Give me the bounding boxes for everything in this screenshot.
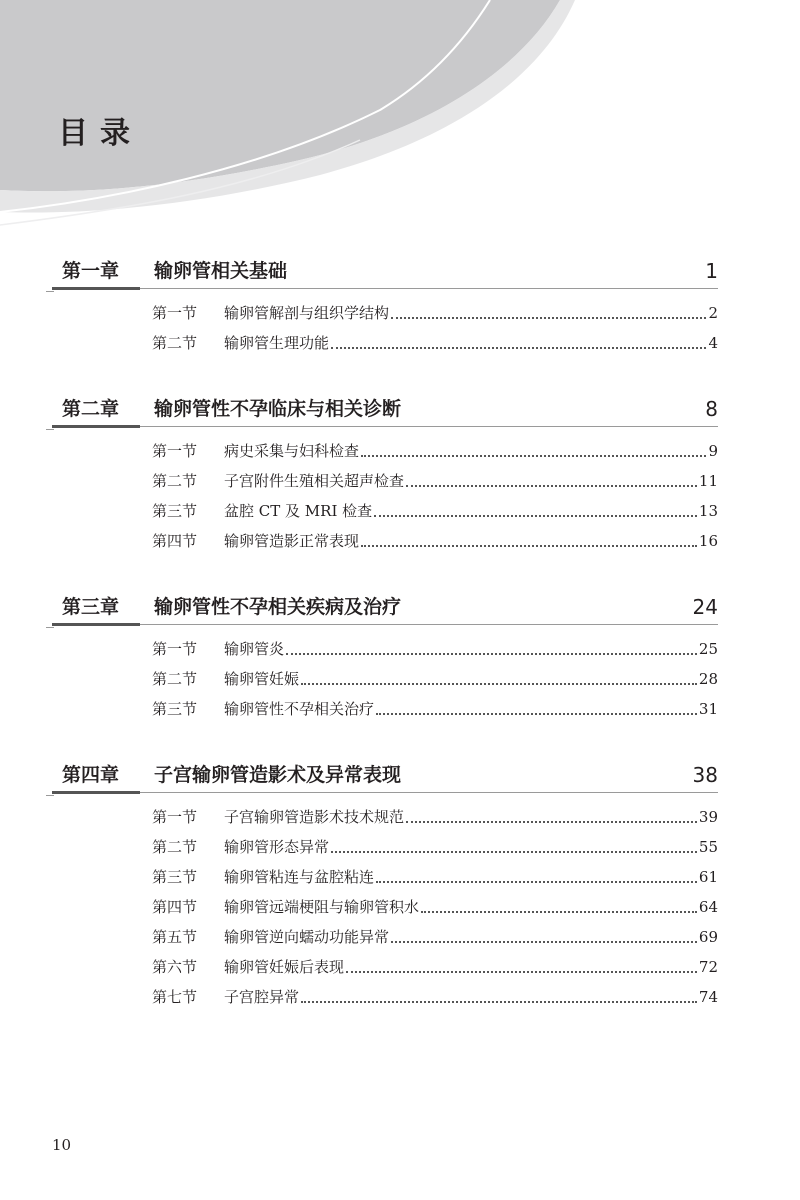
toc-entry[interactable] <box>152 496 718 526</box>
chapter-rule <box>52 623 140 626</box>
page-number: 10 <box>52 1136 72 1154</box>
section-page-number: 55 <box>698 838 718 856</box>
section-title: 输卵管粘连与盆腔粘连 <box>224 868 375 886</box>
section-number: 第三节 <box>152 502 198 520</box>
dot-leader <box>421 910 697 913</box>
chapter-rule <box>46 795 54 796</box>
section-page-number: 28 <box>698 670 718 688</box>
dot-leader <box>361 544 697 547</box>
section-number: 第二节 <box>152 838 198 856</box>
section-number: 第四节 <box>152 898 198 916</box>
section-page-number: 11 <box>698 472 718 490</box>
section-page-number: 13 <box>698 502 718 520</box>
section-title: 输卵管妊娠后表现 <box>224 958 345 976</box>
chapter-page-number: 24 <box>692 595 718 619</box>
chapter-rule <box>52 425 140 428</box>
section-list <box>0 802 800 1012</box>
chapter-number: 第四章 <box>62 764 120 786</box>
section-page-number: 9 <box>708 442 718 460</box>
section-page-number: 72 <box>698 958 718 976</box>
chapter-rule <box>46 429 54 430</box>
section-page-number: 61 <box>698 868 718 886</box>
section-title: 子宫腔异常 <box>224 988 300 1006</box>
section-number: 第一节 <box>152 442 198 460</box>
chapter-rule <box>52 624 718 625</box>
toc-entry[interactable] <box>152 832 718 862</box>
section-number: 第一节 <box>152 640 198 658</box>
dot-leader <box>374 514 697 517</box>
section-list <box>0 298 800 358</box>
chapter-title: 输卵管性不孕临床与相关诊断 <box>154 398 402 420</box>
section-title: 输卵管生理功能 <box>224 334 330 352</box>
chapter-page-number: 38 <box>692 763 718 787</box>
chapter-number: 第二章 <box>62 398 120 420</box>
chapter-rule <box>52 791 140 794</box>
section-title: 输卵管远端梗阻与输卵管积水 <box>224 898 420 916</box>
chapter-rule <box>52 288 718 289</box>
section-number: 第三节 <box>152 700 198 718</box>
section-page-number: 25 <box>698 640 718 658</box>
section-number: 第七节 <box>152 988 198 1006</box>
section-title: 输卵管形态异常 <box>224 838 330 856</box>
dot-leader <box>406 820 697 823</box>
toc-entry[interactable] <box>152 982 718 1012</box>
chapter-rule <box>52 426 718 427</box>
page-title: 目录 <box>58 116 142 151</box>
section-page-number: 16 <box>698 532 718 550</box>
toc-entry[interactable] <box>152 466 718 496</box>
dot-leader <box>391 316 706 319</box>
chapter-page-number: 8 <box>705 397 718 421</box>
section-number: 第六节 <box>152 958 198 976</box>
chapter <box>0 762 800 1012</box>
chapter-heading[interactable] <box>0 258 800 292</box>
chapter <box>0 396 800 556</box>
chapter-title: 输卵管性不孕相关疾病及治疗 <box>154 596 402 618</box>
dot-leader <box>391 940 697 943</box>
section-title: 输卵管性不孕相关治疗 <box>224 700 375 718</box>
section-page-number: 4 <box>708 334 718 352</box>
chapter-heading[interactable] <box>0 594 800 628</box>
toc-entry[interactable] <box>152 694 718 724</box>
toc-entry[interactable] <box>152 436 718 466</box>
section-list <box>0 436 800 556</box>
toc-entry[interactable] <box>152 952 718 982</box>
chapter <box>0 258 800 358</box>
dot-leader <box>406 484 697 487</box>
section-title: 病史采集与妇科检查 <box>224 442 360 460</box>
section-page-number: 69 <box>698 928 718 946</box>
dot-leader <box>346 970 697 973</box>
section-number: 第三节 <box>152 868 198 886</box>
chapter <box>0 594 800 724</box>
chapter-rule <box>52 792 718 793</box>
toc-entry[interactable] <box>152 862 718 892</box>
section-number: 第五节 <box>152 928 198 946</box>
section-page-number: 39 <box>698 808 718 826</box>
dot-leader <box>376 712 697 715</box>
section-number: 第二节 <box>152 670 198 688</box>
section-number: 第二节 <box>152 472 198 490</box>
section-title: 子宫输卵管造影术技术规范 <box>224 808 405 826</box>
dot-leader <box>286 652 697 655</box>
section-title: 盆腔 CT 及 MRI 检查 <box>224 502 373 520</box>
chapter-heading[interactable] <box>0 396 800 430</box>
section-number: 第一节 <box>152 808 198 826</box>
chapter-rule <box>52 287 140 290</box>
chapter-title: 输卵管相关基础 <box>154 260 288 282</box>
section-title: 输卵管炎 <box>224 640 285 658</box>
dot-leader <box>331 850 697 853</box>
section-title: 子宫附件生殖相关超声检查 <box>224 472 405 490</box>
section-page-number: 74 <box>698 988 718 1006</box>
chapter-heading[interactable] <box>0 762 800 796</box>
chapter-number: 第一章 <box>62 260 120 282</box>
section-number: 第一节 <box>152 304 198 322</box>
toc-entry[interactable] <box>152 922 718 952</box>
dot-leader <box>376 880 697 883</box>
toc-entry[interactable] <box>152 298 718 328</box>
dot-leader <box>331 346 706 349</box>
section-title: 输卵管妊娠 <box>224 670 300 688</box>
toc-entry[interactable] <box>152 634 718 664</box>
chapter-number: 第三章 <box>62 596 120 618</box>
toc-entry[interactable] <box>152 892 718 922</box>
chapter-title: 子宫输卵管造影术及异常表现 <box>154 764 402 786</box>
section-title: 输卵管造影正常表现 <box>224 532 360 550</box>
section-title: 输卵管解剖与组织学结构 <box>224 304 390 322</box>
toc-entry[interactable] <box>152 664 718 694</box>
dot-leader <box>301 1000 697 1003</box>
chapter-page-number: 1 <box>705 259 718 283</box>
toc-entry[interactable] <box>152 328 718 358</box>
section-page-number: 64 <box>698 898 718 916</box>
toc-entry[interactable] <box>152 526 718 556</box>
dot-leader <box>301 682 697 685</box>
section-page-number: 2 <box>708 304 718 322</box>
chapter-rule <box>46 627 54 628</box>
chapter-rule <box>46 291 54 292</box>
dot-leader <box>361 454 706 457</box>
section-number: 第二节 <box>152 334 198 352</box>
section-number: 第四节 <box>152 532 198 550</box>
toc-entry[interactable] <box>152 802 718 832</box>
section-title: 输卵管逆向蠕动功能异常 <box>224 928 390 946</box>
section-list <box>0 634 800 724</box>
section-page-number: 31 <box>698 700 718 718</box>
